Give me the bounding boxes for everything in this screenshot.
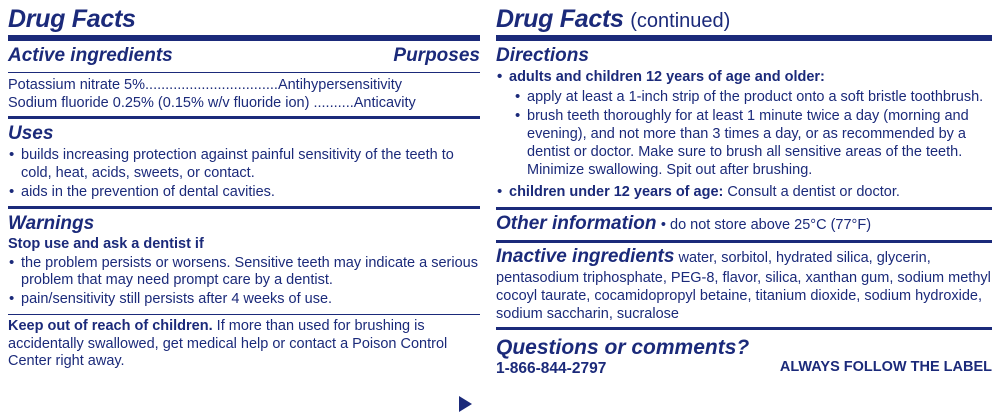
- list-item: • aids in the prevention of dental cavities.: [8, 184, 480, 202]
- questions-footer: [496, 336, 992, 378]
- list-item: • builds increasing protection against painful sensitivity of the teeth to cold, heat, acids, sweets, or contact.: [8, 147, 480, 182]
- directions-children-label: children under 12 years of age:: [509, 184, 724, 201]
- divider-questions: [496, 327, 992, 330]
- uses-heading: Uses: [8, 123, 54, 145]
- drug-facts-right-column: [488, 6, 992, 412]
- divider-keep-out: [8, 314, 480, 315]
- directions-heading: Directions: [496, 45, 589, 67]
- keep-out-of-reach-detail: If more than used for brushing is accidentally swallowed, get medical help or contact a Poison Control Center right away.: [8, 317, 448, 370]
- purposes-heading: Purposes: [393, 45, 480, 67]
- keep-out-of-reach-text: [8, 318, 480, 371]
- warnings-list: [8, 255, 480, 310]
- directions-children-list: [496, 184, 992, 203]
- keep-out-of-reach-label: Keep out of reach of children.: [8, 317, 213, 334]
- other-information-text: • do not store above 25°C (77°F): [660, 216, 872, 233]
- stop-use-label: Stop use and ask a dentist if: [8, 236, 204, 253]
- uses-list: [8, 147, 480, 202]
- inactive-ingredients-text: water, sorbitol, hydrated silica, glycerin, pentasodium triphosphate, PEG-8, flavor, silica, xanthan gum, sodium methyl cocoyl taurate, cocamidopropyl betaine, titanium dioxide, sodium hydroxide, sodium saccharin, sucralose: [496, 249, 991, 322]
- divider-thick-right: [496, 35, 992, 41]
- left-spacer: [8, 371, 480, 394]
- directions-children-text: Consult a dentist or doctor.: [723, 184, 900, 201]
- active-ingredient-line-1: Potassium nitrate 5%.................................Antihypersensitivity: [8, 77, 403, 94]
- active-ingredient-line-2: Sodium fluoride 0.25% (0.15% w/v fluoride ion) ..........Anticavity: [8, 95, 416, 112]
- divider-warnings: [8, 206, 480, 209]
- divider-thick-left: [8, 35, 480, 41]
- always-follow-label: ALWAYS FOLLOW THE LABEL: [779, 358, 992, 375]
- page-title: Drug Facts: [8, 5, 136, 33]
- list-item: • the problem persists or worsens. Sensitive teeth may indicate a serious problem that may need prompt care by a dentist.: [8, 255, 480, 290]
- inactive-ingredients-row: [496, 246, 992, 323]
- list-item: • apply at least a 1-inch strip of the product onto a soft bristle toothbrush.: [514, 89, 992, 107]
- divider-other-information: [496, 207, 992, 210]
- continuation-arrow-wrap: [8, 396, 480, 412]
- active-ingredients-heading: Active ingredients: [8, 45, 173, 67]
- triangle-right-icon: [459, 396, 472, 412]
- directions-adults-label: • adults and children 12 years of age and older:: [496, 69, 992, 87]
- list-item: [496, 184, 992, 202]
- page-title-continued: [496, 6, 992, 32]
- divider-uses: [8, 116, 480, 119]
- other-information-heading: Other information: [496, 212, 657, 234]
- directions-sub-list: [496, 89, 992, 181]
- directions-list: [496, 69, 992, 88]
- drug-facts-left-column: [8, 6, 488, 412]
- questions-block: [496, 336, 749, 378]
- inactive-ingredients-heading: Inactive ingredients: [496, 245, 675, 267]
- questions-heading: Questions or comments?: [496, 335, 750, 359]
- list-item: • brush teeth thoroughly for at least 1 minute twice a day (morning and evening), and not more than 3 times a day, or as recommended by a dentist or doctor. Make sure to brush all sensitive areas of the teeth. Minimize swallowing. Spit out after brushing.: [514, 108, 992, 179]
- divider-active-ingredients: [8, 72, 480, 73]
- questions-phone[interactable]: 1-866-844-2797: [496, 359, 607, 377]
- active-ingredients-header-row: [8, 44, 480, 68]
- page-title-continued-main: Drug Facts: [496, 5, 624, 33]
- divider-inactive-ingredients: [496, 240, 992, 243]
- list-item: • pain/sensitivity still persists after 4 weeks of use.: [8, 291, 480, 309]
- warnings-heading: Warnings: [8, 213, 95, 235]
- page-title-continued-note: (continued): [630, 10, 731, 32]
- other-information-row: [496, 213, 992, 236]
